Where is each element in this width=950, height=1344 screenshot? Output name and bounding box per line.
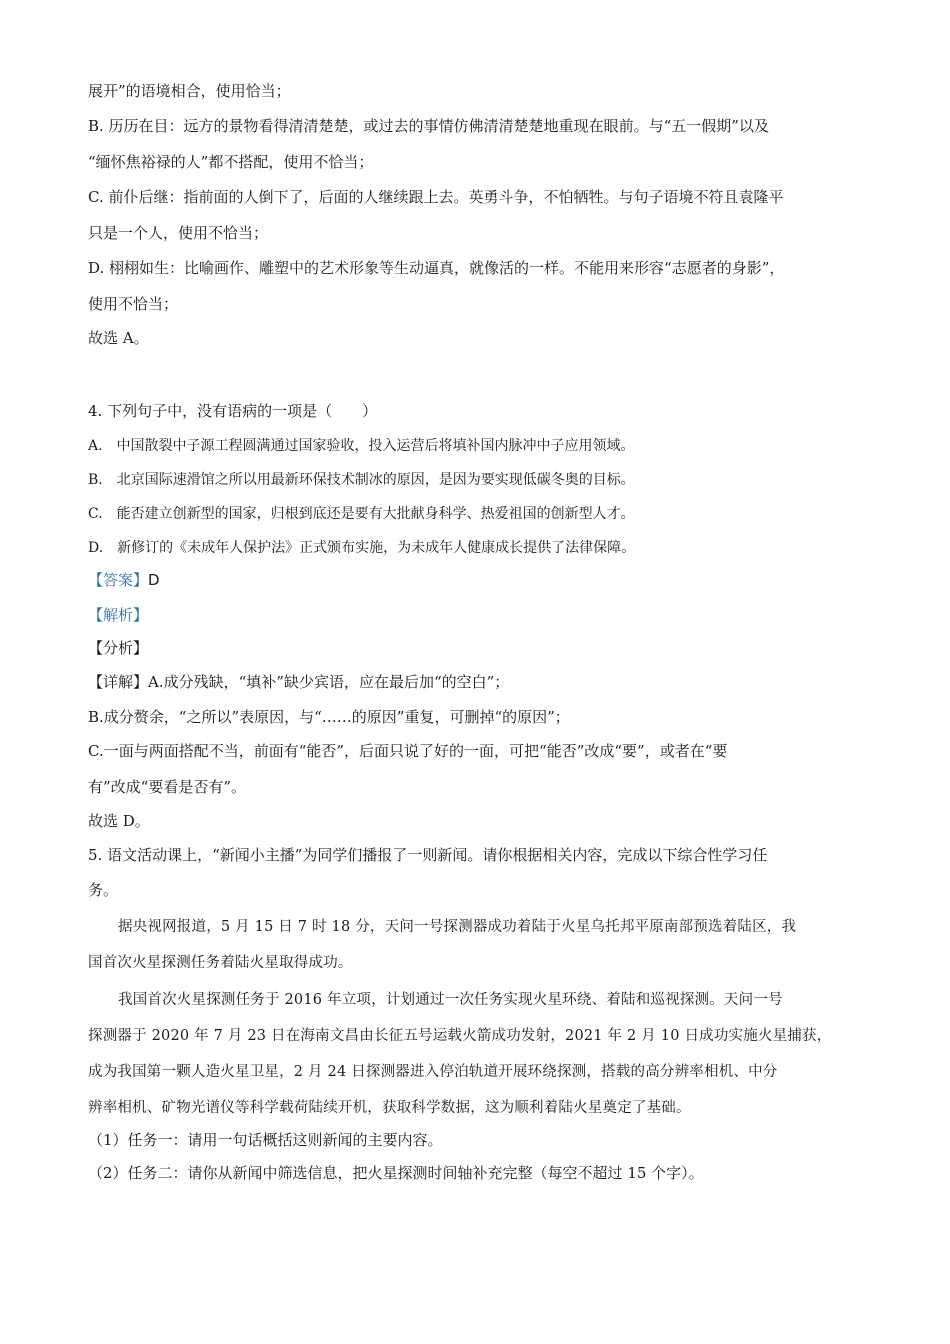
analysis-option-c: C. 前仆后继：指前面的人倒下了，后面的人继续跟上去。英勇斗争，不怕牺牲。与句子语境不符且袁隆平 xyxy=(88,188,784,206)
analysis-conclusion: 故选 A。 xyxy=(88,329,149,347)
analysis-option-c-cont: 只是一个人，使用不恰当； xyxy=(88,224,269,242)
detail-line-b: B.成分赘余，“之所以”表原因，与“……的原因”重复，可删掉“的原因”； xyxy=(88,708,570,726)
analysis-option-b: B. 历历在目：远方的景物看得清清楚楚，或过去的事情仿佛清清楚楚地重现在眼前。与“五一假期”以及 xyxy=(88,117,769,135)
fenxi-label: 【分析】 xyxy=(88,639,149,657)
analysis-option-b-cont: “缅怀焦裕禄的人”都不搭配，使用不恰当； xyxy=(88,153,374,171)
detail-line-c-cont: 有”改成“要看是否有”。 xyxy=(88,778,247,796)
news-paragraph-2-line3: 成为我国第一颗人造火星卫星，2 月 24 日探测器进入停泊轨道开展环绕探测，搭载的高分辨率相机、中分 xyxy=(88,1064,778,1080)
news-paragraph-2-line2: 探测器于 2020 年 7 月 23 日在海南文昌由长征五号运载火箭成功发射，2021 年 2 月 10 日成功实施火星捕获， xyxy=(88,1028,832,1044)
news-paragraph-1-cont: 国首次火星探测任务着陆火星取得成功。 xyxy=(88,955,353,971)
analysis-option-d: D. 栩栩如生：比喻画作、雕塑中的艺术形象等生动逼真，就像活的一样。不能用来形容“志愿者的身影”， xyxy=(88,259,785,277)
news-paragraph-1: 据央视网报道，5 月 15 日 7 时 18 分，天问一号探测器成功着陆于火星乌托邦平原南部预选着陆区，我 xyxy=(118,919,797,935)
answer-value: D xyxy=(148,571,160,589)
detail-line-a: 【详解】A.成分残缺，“填补”缺少宾语，应在最后加“的空白”； xyxy=(88,673,510,691)
answer-label: 【答案】 xyxy=(88,571,149,589)
task-1: （1）任务一：请用一句话概括这则新闻的主要内容。 xyxy=(88,1131,443,1149)
news-paragraph-2-line4: 辨率相机、矿物光谱仪等科学载荷陆续开机，获取科学数据，这为顺利着陆火星奠定了基础。 xyxy=(88,1100,691,1116)
question-4-conclusion: 故选 D。 xyxy=(88,812,150,830)
question-4-option-b: B. 北京国际速滑馆之所以用最新环保技术制冰的原因，是因为要实现低碳冬奥的目标。 xyxy=(88,472,635,488)
jiexi-label: 【解析】 xyxy=(88,606,149,624)
news-paragraph-2: 我国首次火星探测任务于 2016 年立项，计划通过一次任务实现火星环绕、着陆和巡视探测。天问一号 xyxy=(118,992,783,1008)
question-5-stem-cont: 务。 xyxy=(88,881,119,899)
question-4-option-d: D. 新修订的《未成年人保护法》正式颁布实施，为未成年人健康成长提供了法律保障。 xyxy=(88,540,636,556)
question-4-stem: 4. 下列句子中，没有语病的一项是（ ） xyxy=(88,402,378,420)
answer-row xyxy=(88,569,872,590)
analysis-option-d-cont: 使用不恰当； xyxy=(88,295,179,313)
question-4-option-a: A. 中国散裂中子源工程圆满通过国家验收，投入运营后将填补国内脉冲中子应用领域。 xyxy=(88,438,635,454)
task-2: （2）任务二：请你从新闻中筛选信息，把火星探测时间轴补充完整（每空不超过 15 个字）。 xyxy=(88,1164,704,1182)
analysis-line: 展开”的语境相合，使用恰当； xyxy=(88,82,291,100)
question-5-stem: 5. 语文活动课上，“新闻小主播”为同学们播报了一则新闻。请你根据相关内容，完成以下综合性学习任 xyxy=(88,846,768,864)
question-4-option-c: C. 能否建立创新型的国家，归根到底还是要有大批献身科学、热爱祖国的创新型人才。 xyxy=(88,506,635,522)
detail-line-c: C.一面与两面搭配不当，前面有“能否”，后面只说了好的一面，可把“能否”改成“要”，或者在“要 xyxy=(88,742,728,760)
